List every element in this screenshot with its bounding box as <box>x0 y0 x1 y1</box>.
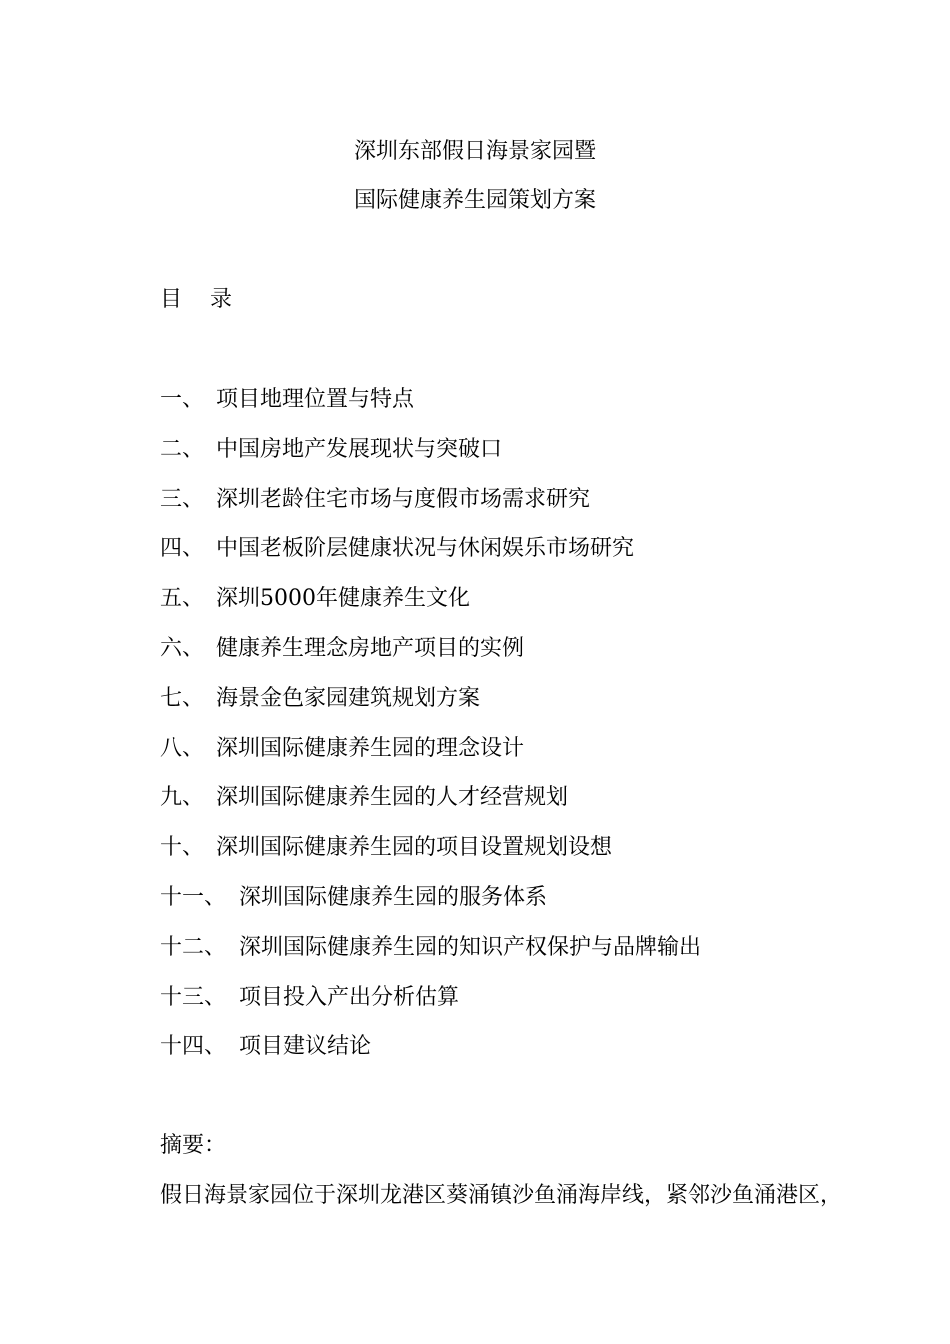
toc-item <box>160 833 701 883</box>
toc-list <box>160 385 701 1082</box>
toc-item <box>160 783 701 833</box>
toc-item-number: 六、 <box>160 635 205 661</box>
toc-heading-char-2: 录 <box>210 287 233 312</box>
toc-item <box>160 933 701 983</box>
toc-item <box>160 534 701 584</box>
toc-item-number: 八、 <box>160 735 205 761</box>
toc-item-number: 三、 <box>160 486 205 512</box>
toc-item-text: 深圳5000年健康养生文化 <box>216 586 470 612</box>
toc-item <box>160 485 701 535</box>
toc-item-number: 十一、 <box>160 884 227 910</box>
toc-item-number: 一、 <box>160 387 205 412</box>
toc-item <box>160 584 701 634</box>
toc-item-text: 海景金色家园建筑规划方案 <box>216 685 481 711</box>
toc-item <box>160 983 701 1033</box>
toc-item-text: 深圳老龄住宅市场与度假市场需求研究 <box>216 486 591 512</box>
toc-item <box>160 684 701 734</box>
toc-heading-char-1: 目 <box>160 287 183 312</box>
toc-item-number: 十三、 <box>160 984 227 1010</box>
toc-item-text: 项目地理位置与特点 <box>216 387 415 412</box>
toc-item-text: 中国房地产发展现状与突破口 <box>216 436 503 462</box>
abstract-label: 摘要： <box>160 1133 227 1158</box>
toc-item-text: 深圳国际健康养生园的服务体系 <box>239 884 548 910</box>
toc-item <box>160 1032 701 1082</box>
toc-item-number: 四、 <box>160 536 205 562</box>
toc-item-text: 深圳国际健康养生园的理念设计 <box>216 735 525 761</box>
toc-item-number: 九、 <box>160 785 205 811</box>
toc-item <box>160 435 701 485</box>
toc-item-number: 十四、 <box>160 1034 227 1060</box>
toc-item <box>160 734 701 784</box>
toc-item-text: 深圳国际健康养生园的项目设置规划设想 <box>216 835 613 861</box>
toc-item-number: 二、 <box>160 436 205 462</box>
abstract-paragraph: 假日海景家园位于深圳龙港区葵涌镇沙鱼涌海岸线，紧邻沙鱼涌港区， <box>160 1183 843 1208</box>
toc-item <box>160 385 701 435</box>
document-title-line-2: 国际健康养生园策划方案 <box>353 188 596 213</box>
toc-item <box>160 634 701 684</box>
toc-item-text: 深圳国际健康养生园的人才经营规划 <box>216 785 569 811</box>
toc-item-text: 项目建议结论 <box>239 1034 372 1060</box>
toc-item-number: 七、 <box>160 685 205 711</box>
toc-item-text: 项目投入产出分析估算 <box>239 984 460 1010</box>
toc-item-text: 中国老板阶层健康状况与休闲娱乐市场研究 <box>216 536 635 562</box>
toc-item <box>160 883 701 933</box>
toc-item-number: 五、 <box>160 586 205 612</box>
toc-item-text: 深圳国际健康养生园的知识产权保护与品牌输出 <box>239 934 702 960</box>
document-title-line-1: 深圳东部假日海景家园暨 <box>353 139 596 164</box>
toc-item-number: 十二、 <box>160 934 227 960</box>
toc-heading <box>160 285 232 315</box>
toc-item-text: 健康养生理念房地产项目的实例 <box>216 635 525 661</box>
toc-item-number: 十、 <box>160 835 205 861</box>
